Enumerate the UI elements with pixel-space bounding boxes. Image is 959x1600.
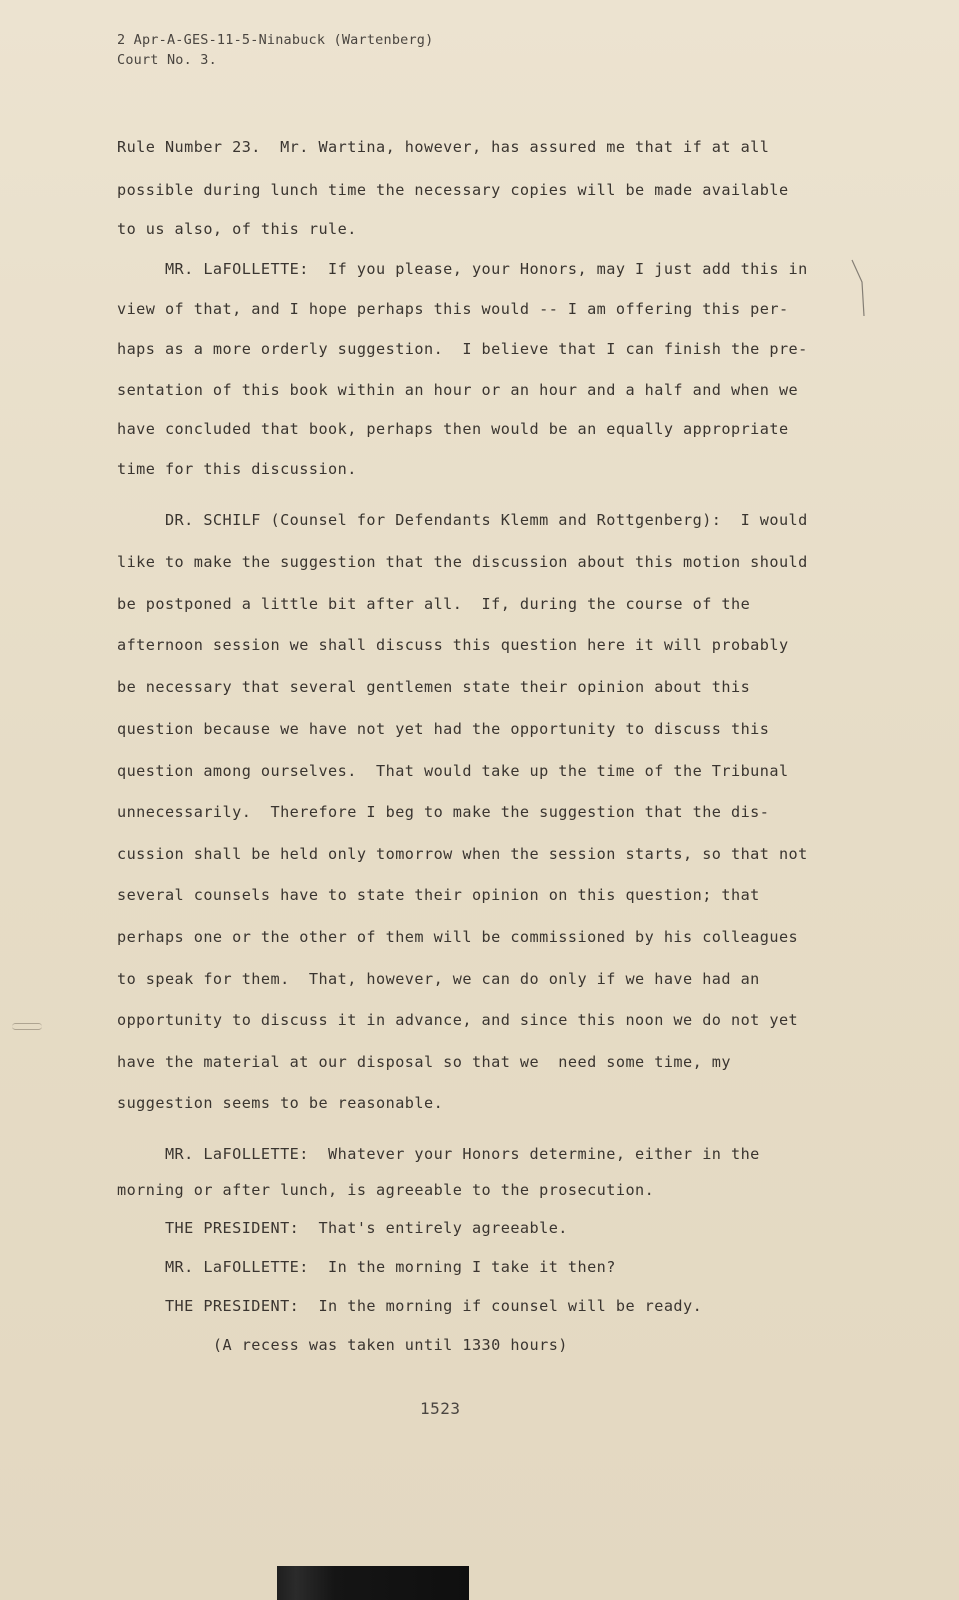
text-line: possible during lunch time the necessary copies will be made available (117, 181, 789, 199)
text-line: (A recess was taken until 1330 hours) (117, 1336, 568, 1354)
text-line: to us also, of this rule. (117, 220, 357, 238)
text-line: haps as a more orderly suggestion. I believe that I can finish the pre- (117, 340, 808, 358)
text-line: THE PRESIDENT: In the morning if counsel will be ready. (117, 1297, 703, 1315)
text-line: have the material at our disposal so that we need some time, my (117, 1053, 731, 1071)
text-line: unnecessarily. Therefore I beg to make the suggestion that the dis- (117, 803, 770, 821)
text-line: be postponed a little bit after all. If, during the course of the (117, 595, 751, 613)
text-line: suggestion seems to be reasonable. (117, 1094, 444, 1112)
page-number: 1523 (420, 1399, 461, 1418)
binding-strip (277, 1566, 469, 1600)
header-reference: 2 Apr-A-GES-11-5-Ninabuck (Wartenberg) (117, 32, 434, 48)
margin-bracket-mark (850, 258, 868, 318)
text-line: opportunity to discuss it in advance, and since this noon we do not yet (117, 1011, 799, 1029)
text-line: MR. LaFOLLETTE: Whatever your Honors determine, either in the (117, 1145, 760, 1163)
text-line: view of that, and I hope perhaps this would -- I am offering this per- (117, 300, 789, 318)
text-line: be necessary that several gentlemen state their opinion about this (117, 678, 751, 696)
text-line: time for this discussion. (117, 460, 357, 478)
text-line: several counsels have to state their opinion on this question; that (117, 886, 760, 904)
document-header (117, 30, 433, 70)
text-line: DR. SCHILF (Counsel for Defendants Klemm and Rottgenberg): I would (117, 511, 808, 529)
text-line: cussion shall be held only tomorrow when the session starts, so that not (117, 845, 808, 863)
text-line: THE PRESIDENT: That's entirely agreeable. (117, 1219, 568, 1237)
text-line: Rule Number 23. Mr. Wartina, however, has assured me that if at all (117, 138, 770, 156)
header-court-number: Court No. 3. (117, 52, 217, 68)
text-line: perhaps one or the other of them will be commissioned by his colleagues (117, 928, 799, 946)
text-line: afternoon session we shall discuss this question here it will probably (117, 636, 789, 654)
text-line: have concluded that book, perhaps then would be an equally appropriate (117, 420, 789, 438)
text-line: MR. LaFOLLETTE: In the morning I take it then? (117, 1258, 616, 1276)
text-line: to speak for them. That, however, we can do only if we have had an (117, 970, 760, 988)
text-line: like to make the suggestion that the discussion about this motion should (117, 553, 808, 571)
text-line: question among ourselves. That would take up the time of the Tribunal (117, 762, 789, 780)
text-line: MR. LaFOLLETTE: If you please, your Honors, may I just add this in (117, 260, 808, 278)
text-line: question because we have not yet had the opportunity to discuss this (117, 720, 770, 738)
text-line: morning or after lunch, is agreeable to the prosecution. (117, 1181, 655, 1199)
binding-hole-mark (12, 1023, 42, 1030)
text-line: sentation of this book within an hour or an hour and a half and when we (117, 381, 799, 399)
